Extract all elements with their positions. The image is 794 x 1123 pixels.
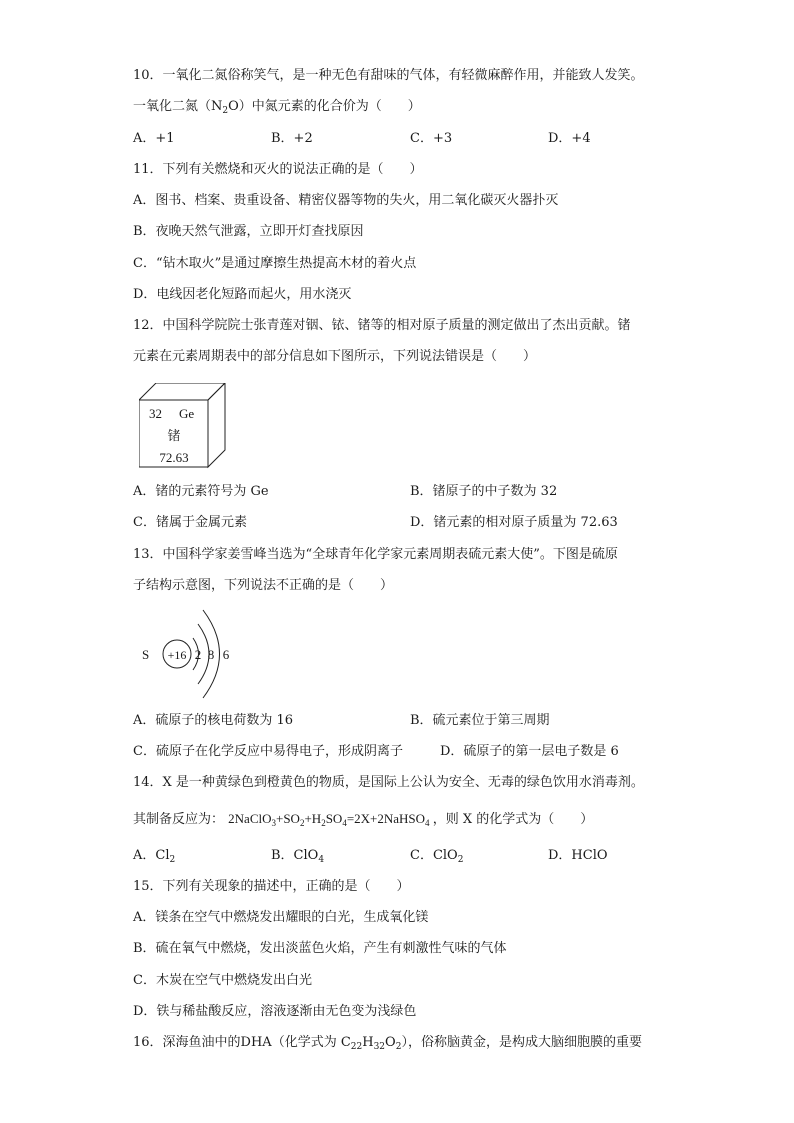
q10-option-d[interactable]: D．+4 xyxy=(548,131,591,146)
cell-element-name: 锗 xyxy=(167,429,181,444)
atom-symbol: S xyxy=(142,647,150,662)
q14-reaction-equation: $2NaClO_3+SO_2+H_2SO_4=2X+2NaHSO_4$ xyxy=(228,811,430,828)
q13-option-a[interactable]: A．硫原子的核电荷数为 16 xyxy=(133,713,294,728)
q11-stem: 11．下列有关燃烧和灭火的说法正确的是（ ） xyxy=(133,162,423,177)
q10-option-a[interactable]: A．+1 xyxy=(133,131,175,146)
q12-option-c[interactable]: C．锗属于金属元素 xyxy=(133,515,247,530)
cell-atomic-number: 32 xyxy=(149,406,162,421)
q15-option-b[interactable]: B．硫在氧气中燃烧，发出淡蓝色火焰，产生有刺激性气味的气体 xyxy=(133,941,507,956)
shell-3-electrons: 6 xyxy=(222,647,230,662)
cell-element-symbol: Ge xyxy=(179,406,195,421)
q13-option-c[interactable]: C．硫原子在化学反应中易得电子，形成阴离子 xyxy=(133,744,403,759)
q11-option-a[interactable]: A．图书、档案、贵重设备、精密仪器等物的失火，用二氧化碳灭火器扑灭 xyxy=(133,193,559,208)
q11-option-b[interactable]: B．夜晚天然气泄露，立即开灯查找原因 xyxy=(133,224,364,239)
q14-option-a[interactable]: A．$Cl_2$ xyxy=(133,848,176,865)
q13-stem-line2: 子结构示意图，下列说法不正确的是（ ） xyxy=(133,578,394,593)
q13-option-b[interactable]: B．硫元素位于第三周期 xyxy=(410,713,550,728)
periodic-table-cell-germanium xyxy=(139,383,229,469)
q12-option-b[interactable]: B．锗原子的中子数为 32 xyxy=(410,484,558,499)
q11-option-c[interactable]: C．“钻木取火”是通过摩擦生热提高木材的着火点 xyxy=(133,256,417,271)
q12-option-d[interactable]: D．锗元素的相对原子质量为 72.63 xyxy=(410,515,618,530)
shell-1-electrons: 2 xyxy=(194,647,202,662)
q10-stem-line2: 一氧化二氮$(N_2O)$中氮元素的化合价为（ ） xyxy=(133,99,421,116)
cell-atomic-mass: 72.63 xyxy=(159,450,189,465)
q15-option-c[interactable]: C．木炭在空气中燃烧发出白光 xyxy=(133,973,312,988)
q14-option-d[interactable]: D．HClO xyxy=(548,848,608,863)
q10-option-b[interactable]: B．+2 xyxy=(271,131,313,146)
q15-option-a[interactable]: A．镁条在空气中燃烧发出耀眼的白光，生成氧化镁 xyxy=(133,910,429,925)
q16-stem-line1: 16．深海鱼油中的DHA（化学式为 $C_{22}H_{32}O_2$），俗称脑黄金，是构成大脑细胞膜的重要 xyxy=(133,1035,642,1052)
q12-option-a[interactable]: A．锗的元素符号为 Ge xyxy=(133,484,269,499)
q13-stem-line1: 13．中国科学家姜雪峰当选为“全球青年化学家元素周期表硫元素大使”。下图是硫原 xyxy=(133,547,618,562)
q10-stem-line1: 10．一氧化二氮俗称笑气，是一种无色有甜味的气体，有轻微麻醉作用，并能致人发笑。 xyxy=(133,68,644,83)
q14-stem-line1: 14．X 是一种黄绿色到橙黄色的物质，是国际上公认为安全、无毒的绿色饮用水消毒剂。 xyxy=(133,775,644,790)
q14-option-b[interactable]: B．ClO$_4$ xyxy=(271,848,325,865)
q12-stem-line1: 12．中国科学院院士张青莲对铟、铱、锗等的相对原子质量的测定做出了杰出贡献。锗 xyxy=(133,318,631,333)
q14-option-c[interactable]: C．ClO$_2$ xyxy=(410,848,464,865)
q15-option-d[interactable]: D．铁与稀盐酸反应，溶液逐渐由无色变为浅绿色 xyxy=(133,1004,417,1019)
sulfur-atom-structure-diagram xyxy=(140,608,240,700)
q12-stem-line2: 元素在元素周期表中的部分信息如下图所示，下列说法错误是（ ） xyxy=(133,349,537,364)
nucleus-charge: +16 xyxy=(167,648,187,662)
q15-stem: 15．下列有关现象的描述中，正确的是（ ） xyxy=(133,879,410,894)
q13-option-d[interactable]: D．硫原子的第一层电子数是 6 xyxy=(440,744,619,759)
shell-2-electrons: 8 xyxy=(207,647,215,662)
q10-option-c[interactable]: C．+3 xyxy=(410,131,453,146)
q14-stem-line2: 其制备反应为： $2NaClO_3+SO_2+H_2SO_4=2X+2NaHSO_4$ ，则 X 的化学式为（ ） xyxy=(133,811,594,828)
q11-option-d[interactable]: D．电线因老化短路而起火，用水浇灭 xyxy=(133,287,352,302)
